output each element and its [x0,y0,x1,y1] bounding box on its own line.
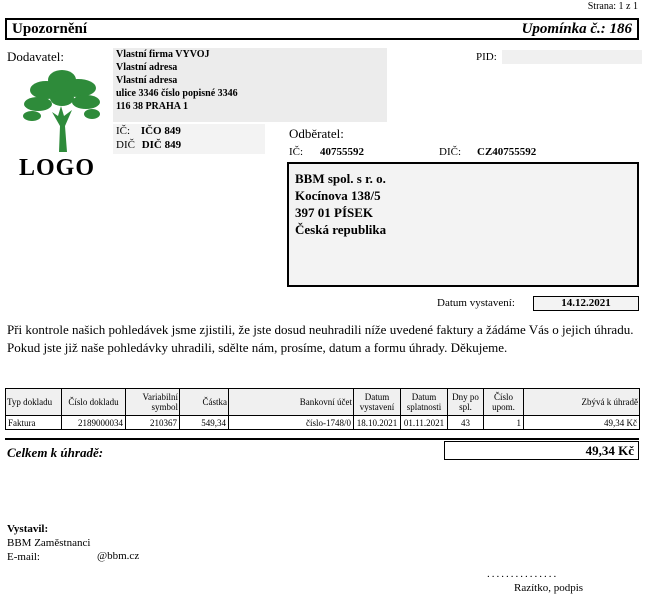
table-cell: 43 [448,416,484,430]
body-text: Při kontrole našich pohledávek jsme zjistili, že jste dosud neuhradili níže uvedené faktury a žádáme Vás o jejich úhradu. Pokud jste již naše pohledávky uhradili, sdělte nám, prosíme, datum a formu úhrady. Děkujeme. [7,322,634,355]
column-header: Zbývá k úhradě [524,389,640,416]
issuer-label: Vystavil: [7,523,49,535]
table-cell: 2189000034 [62,416,126,430]
tree-icon [22,66,102,154]
issuer-block [7,522,90,564]
table-row [6,416,640,430]
ico-label: IČ: [116,125,131,137]
buyer-dic-value: CZ40755592 [477,146,537,158]
supplier-label: Dodavatel: [7,49,65,64]
column-header: Typ dokladu [6,389,62,416]
column-header: Číslo dokladu [62,389,126,416]
table-cell: 18.10.2021 [354,416,401,430]
date-label: Datum vystavení: [437,297,515,309]
supplier-ids [113,124,265,154]
table-cell: 01.11.2021 [401,416,448,430]
email-value: @bbm.cz [97,550,140,562]
column-header: Variabilní symbol [126,389,180,416]
email-label: E-mail: [7,551,40,563]
supplier-line: Vlastní adresa [116,75,178,86]
ico-value: IČO 849 [140,125,181,137]
date-value: 14.12.2021 [533,296,639,311]
table-cell: číslo-1748/0 [229,416,354,430]
column-header: Datum vystavení [354,389,401,416]
supplier-line: 116 38 PRAHA 1 [116,101,188,112]
column-header: Číslo upom. [484,389,524,416]
supplier-line: Vlastní adresa [116,62,178,73]
pid-field [502,50,642,64]
total-value: 49,34 Kč [444,441,639,460]
document-title: Upozornění [12,21,87,37]
buyer-line: Česká republika [295,222,387,237]
table-cell: 210367 [126,416,180,430]
table-header-row [6,389,640,416]
invoice-table [5,388,640,430]
buyer-ic-label: IČ: [289,146,304,158]
logo-text: LOGO [19,155,96,181]
issuer-name: BBM Zaměstnanci [7,537,91,549]
dic-value: DIČ 849 [141,139,182,151]
reminder-number: Upomínka č.: 186 [521,21,632,37]
dic-label: DIČ [116,139,135,151]
column-header: Bankovní účet [229,389,354,416]
buyer-line: Kocínova 138/5 [295,188,381,203]
supplier-line: Vlastní firma VYVOJ [116,49,210,60]
buyer-address [287,162,639,287]
buyer-line: BBM spol. s r. o. [295,171,386,186]
buyer-ids [289,146,639,158]
supplier-line: ulice 3346 číslo popisné 3346 [116,88,238,99]
buyer-ic-value: 40755592 [320,146,364,158]
table-cell: 49,34 Kč [524,416,640,430]
stamp-label: Razítko, podpis [514,582,584,594]
column-header: Částka [180,389,229,416]
column-header: Datum splatnosti [401,389,448,416]
signature-line: ............... [487,568,559,580]
total-label: Celkem k úhradě: [7,445,104,460]
total-divider [5,438,639,440]
supplier-address [113,48,387,122]
table-cell: 549,34 [180,416,229,430]
buyer-dic-label: DIČ: [439,146,461,158]
title-bar [5,18,639,40]
buyer-label: Odběratel: [289,126,344,141]
pid-label: PID: [476,51,497,63]
buyer-line: 397 01 PÍSEK [295,205,374,220]
column-header: Dny po spl. [448,389,484,416]
table-cell: Faktura [6,416,62,430]
table-cell: 1 [484,416,524,430]
page-number: Strana: 1 z 1 [587,1,638,12]
